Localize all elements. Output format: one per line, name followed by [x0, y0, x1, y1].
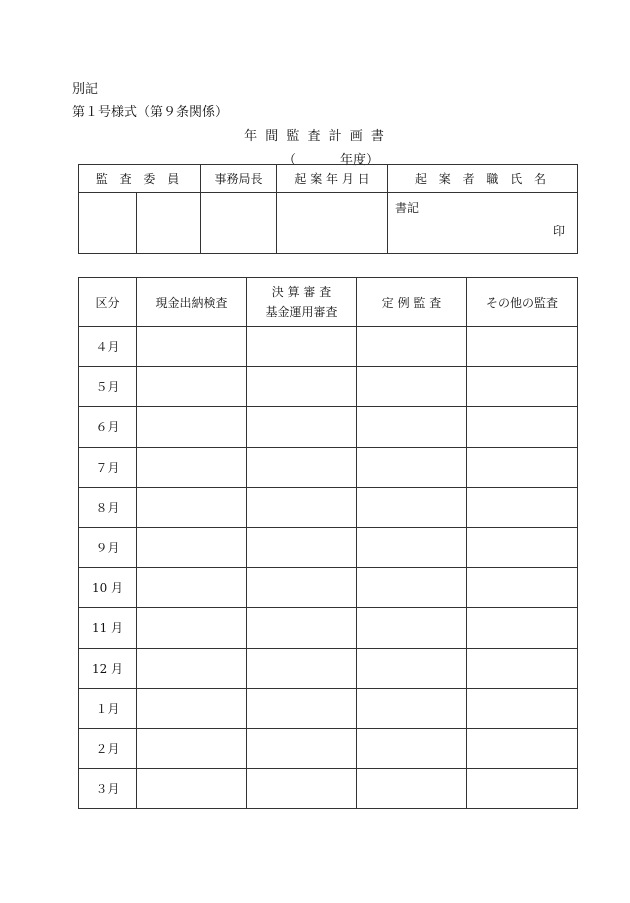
cash-cell[interactable] — [137, 728, 247, 768]
table-row — [79, 327, 578, 367]
other-cell[interactable] — [467, 769, 578, 809]
cash-cell[interactable] — [137, 407, 247, 447]
other-cell[interactable] — [467, 648, 578, 688]
other-cell[interactable] — [467, 487, 578, 527]
month-label: ５月 — [79, 367, 137, 407]
regular-cell[interactable] — [357, 527, 467, 567]
month-label: ９月 — [79, 527, 137, 567]
regular-cell[interactable] — [357, 688, 467, 728]
clerk-label: 書記 — [395, 201, 420, 215]
other-cell[interactable] — [467, 367, 578, 407]
regular-cell[interactable] — [357, 648, 467, 688]
schedule-table — [78, 277, 578, 809]
regular-cell[interactable] — [357, 769, 467, 809]
regular-cell[interactable] — [357, 367, 467, 407]
other-cell[interactable] — [467, 447, 578, 487]
header-cash-inspection: 現金出納検査 — [137, 278, 247, 327]
regular-cell[interactable] — [357, 728, 467, 768]
other-cell[interactable] — [467, 407, 578, 447]
month-label: ２月 — [79, 728, 137, 768]
header-drafter-name: 起 案 者 職 氏 名 — [388, 165, 578, 193]
table-row — [79, 608, 578, 648]
drafter-box[interactable] — [388, 193, 578, 254]
month-label: ８月 — [79, 487, 137, 527]
table-row — [79, 568, 578, 608]
header-other-audit: その他の監査 — [467, 278, 578, 327]
settlement-cell[interactable] — [247, 487, 357, 527]
fiscal-year-open: （ — [283, 153, 297, 168]
other-cell[interactable] — [467, 688, 578, 728]
approval-table — [78, 164, 578, 254]
settlement-cell[interactable] — [247, 327, 357, 367]
other-cell[interactable] — [467, 568, 578, 608]
month-label: 11 月 — [79, 608, 137, 648]
table-row — [79, 407, 578, 447]
settlement-cell[interactable] — [247, 728, 357, 768]
other-cell[interactable] — [467, 327, 578, 367]
cash-cell[interactable] — [137, 327, 247, 367]
table-row — [79, 688, 578, 728]
other-cell[interactable] — [467, 527, 578, 567]
cash-cell[interactable] — [137, 688, 247, 728]
month-label: 10 月 — [79, 568, 137, 608]
month-label: 12 月 — [79, 648, 137, 688]
month-label: ７月 — [79, 447, 137, 487]
table-row — [79, 527, 578, 567]
form-number: 第１号様式（第９条関係） — [72, 105, 229, 120]
header-settlement-line2: 基金運用審査 — [265, 305, 338, 319]
draft-date-box[interactable] — [277, 193, 388, 254]
cash-cell[interactable] — [137, 527, 247, 567]
settlement-cell[interactable] — [247, 367, 357, 407]
auditor-1-stamp-box[interactable] — [79, 193, 137, 254]
fiscal-year-label: 年度） — [340, 153, 380, 168]
settlement-cell[interactable] — [247, 769, 357, 809]
header-category: 区分 — [79, 278, 137, 327]
header-draft-date: 起 案 年 月 日 — [277, 165, 388, 193]
table-row — [79, 487, 578, 527]
header-settlement-line1: 決 算 審 査 — [271, 285, 332, 299]
settlement-cell[interactable] — [247, 527, 357, 567]
settlement-cell[interactable] — [247, 568, 357, 608]
settlement-cell[interactable] — [247, 608, 357, 648]
table-row — [79, 728, 578, 768]
settlement-cell[interactable] — [247, 447, 357, 487]
header-auditors: 監 査 委 員 — [79, 165, 201, 193]
auditor-2-stamp-box[interactable] — [137, 193, 201, 254]
seal-label: 印 — [553, 224, 566, 238]
month-label: ３月 — [79, 769, 137, 809]
cash-cell[interactable] — [137, 608, 247, 648]
cash-cell[interactable] — [137, 568, 247, 608]
header-secretary-general: 事務局長 — [201, 165, 277, 193]
cash-cell[interactable] — [137, 769, 247, 809]
secretary-general-stamp-box[interactable] — [201, 193, 277, 254]
regular-cell[interactable] — [357, 487, 467, 527]
cash-cell[interactable] — [137, 648, 247, 688]
settlement-cell[interactable] — [247, 407, 357, 447]
regular-cell[interactable] — [357, 608, 467, 648]
other-cell[interactable] — [467, 728, 578, 768]
header-settlement-audit — [247, 278, 357, 327]
regular-cell[interactable] — [357, 327, 467, 367]
other-cell[interactable] — [467, 608, 578, 648]
table-row — [79, 367, 578, 407]
table-row — [79, 769, 578, 809]
cash-cell[interactable] — [137, 367, 247, 407]
month-label: ４月 — [79, 327, 137, 367]
table-row — [79, 648, 578, 688]
document-title: 年 間 監 査 計 画 書 — [244, 129, 386, 144]
settlement-cell[interactable] — [247, 648, 357, 688]
settlement-cell[interactable] — [247, 688, 357, 728]
regular-cell[interactable] — [357, 568, 467, 608]
regular-cell[interactable] — [357, 447, 467, 487]
month-label: １月 — [79, 688, 137, 728]
table-row — [79, 447, 578, 487]
regular-cell[interactable] — [357, 407, 467, 447]
cash-cell[interactable] — [137, 447, 247, 487]
month-label: ６月 — [79, 407, 137, 447]
cash-cell[interactable] — [137, 487, 247, 527]
appendix-label: 別記 — [72, 82, 99, 97]
header-regular-audit: 定 例 監 査 — [357, 278, 467, 327]
